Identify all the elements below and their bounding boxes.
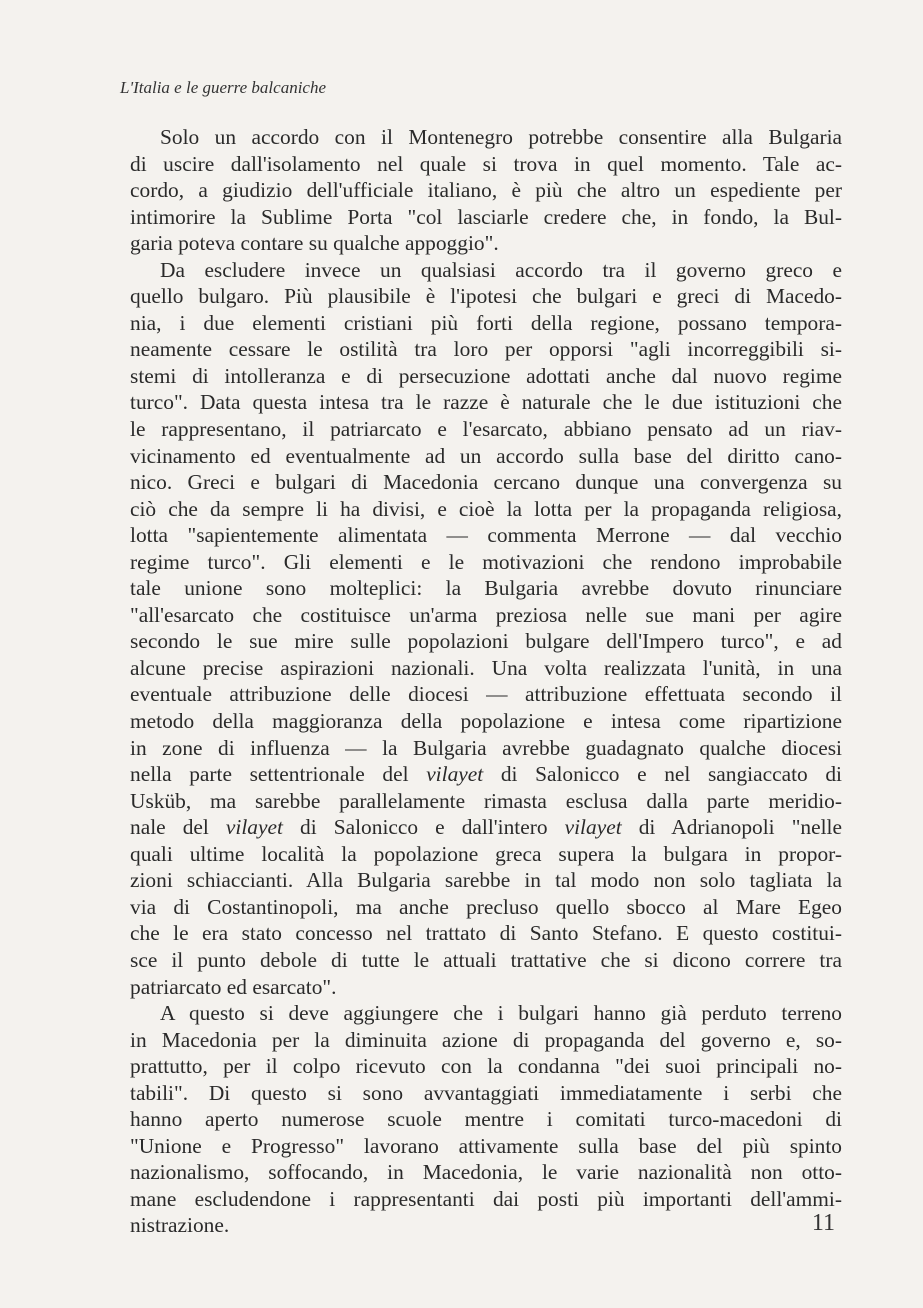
text-line: quali ultime località la popolazione greca supera la bulgara in propor- bbox=[130, 841, 842, 866]
text-line: "all'esarcato che costituisce un'arma preziosa nelle sue mani per agire bbox=[130, 602, 842, 627]
text-line: zioni schiaccianti. Alla Bulgaria sarebbe in tal modo non solo tagliata la bbox=[130, 868, 842, 893]
text-line: "Unione e Progresso" lavorano attivamente sulla base del più spinto bbox=[130, 1133, 842, 1158]
text-line: mane escludendone i rappresentanti dai posti più importanti dell'ammi- bbox=[130, 1186, 842, 1211]
text-line: hanno aperto numerose scuole mentre i comitati turco-macedoni di bbox=[130, 1107, 842, 1132]
paragraph bbox=[130, 124, 842, 257]
text-line: in Macedonia per la diminuita azione di propaganda del governo e, so- bbox=[130, 1027, 842, 1052]
text-line: nale del vilayet di Salonicco e dall'intero vilayet di Adrianopoli "nelle bbox=[130, 815, 842, 840]
text-line: secondo le sue mire sulle popolazioni bulgare dell'Impero turco", e ad bbox=[130, 629, 842, 654]
text-line: metodo della maggioranza della popolazione e intesa come ripartizione bbox=[130, 709, 842, 734]
text-line: stemi di intolleranza e di persecuzione adottati anche dal nuovo regime bbox=[130, 363, 842, 388]
text-line: nico. Greci e bulgari di Macedonia cercano dunque una convergenza su bbox=[130, 470, 842, 495]
text-line: le rappresentano, il patriarcato e l'esarcato, abbiano pensato ad un riav- bbox=[130, 417, 842, 442]
text-line: di uscire dall'isolamento nel quale si trova in quel momento. Tale ac- bbox=[130, 151, 842, 176]
text-line: regime turco". Gli elementi e le motivazioni che rendono improbabile bbox=[130, 549, 842, 574]
text-line: alcune precise aspirazioni nazionali. Una volta realizzata l'unità, in una bbox=[130, 655, 842, 680]
text-line: che le era stato concesso nel trattato di Santo Stefano. E questo costitui- bbox=[130, 921, 842, 946]
page-number: 11 bbox=[811, 1210, 835, 1236]
text-line: tale unione sono molteplici: la Bulgaria avrebbe dovuto rinunciare bbox=[130, 576, 842, 601]
text-line: tabili". Di questo si sono avvantaggiati immediatamente i serbi che bbox=[130, 1080, 842, 1105]
text-line: nazionalismo, soffocando, in Macedonia, le varie nazionalità non otto- bbox=[130, 1160, 842, 1185]
text-line: garia poteva contare su qualche appoggio". bbox=[130, 231, 499, 256]
text-line: in zone di influenza — la Bulgaria avrebbe guadagnato qualche diocesi bbox=[130, 735, 842, 760]
text-line: Da escludere invece un qualsiasi accordo tra il governo greco e bbox=[160, 257, 842, 282]
text-line: eventuale attribuzione delle diocesi — attribuzione effettuata secondo il bbox=[130, 682, 842, 707]
text-line: A questo si deve aggiungere che i bulgari hanno già perduto terreno bbox=[160, 1001, 842, 1026]
text-line: nia, i due elementi cristiani più forti della regione, possano tempora- bbox=[130, 310, 842, 335]
text-line: patriarcato ed esarcato". bbox=[130, 974, 337, 999]
text-line: Usküb, ma sarebbe parallelamente rimasta esclusa dalla parte meridio- bbox=[130, 788, 842, 813]
paragraph bbox=[130, 1000, 842, 1239]
text-line: lotta "sapientemente alimentata — commenta Merrone — dal vecchio bbox=[130, 523, 842, 548]
text-line: nella parte settentrionale del vilayet di Salonicco e nel sangiaccato di bbox=[130, 762, 842, 787]
text-line: via di Costantinopoli, ma anche precluso quello sbocco al Mare Egeo bbox=[130, 894, 842, 919]
text-line: Solo un accordo con il Montenegro potrebbe consentire alla Bulgaria bbox=[160, 125, 842, 149]
paragraph bbox=[130, 257, 842, 1000]
text-line: prattutto, per il colpo ricevuto con la condanna "dei suoi principali no- bbox=[130, 1054, 842, 1079]
text-line: intimorire la Sublime Porta "col lasciarle credere che, in fondo, la Bul- bbox=[130, 204, 842, 229]
text-line: cordo, a giudizio dell'ufficiale italiano, è più che altro un espediente per bbox=[130, 178, 842, 203]
body-text bbox=[130, 124, 842, 1239]
text-line: sce il punto debole di tutte le attuali trattative che si dicono correre tra bbox=[130, 947, 842, 972]
text-line: ciò che da sempre li ha divisi, e cioè la lotta per la propaganda religiosa, bbox=[130, 496, 842, 521]
text-line: turco". Data questa intesa tra le razze è naturale che le due istituzioni che bbox=[130, 390, 842, 415]
running-head: L'Italia e le guerre balcaniche bbox=[120, 78, 327, 97]
text-line: vicinamento ed eventualmente ad un accordo sulla base del diritto cano- bbox=[130, 443, 842, 468]
text-line: quello bulgaro. Più plausibile è l'ipotesi che bulgari e greci di Macedo- bbox=[130, 284, 842, 309]
text-line: neamente cessare le ostilità tra loro per opporsi "agli incorreggibili si- bbox=[130, 337, 842, 362]
text-line: nistrazione. bbox=[130, 1213, 230, 1238]
